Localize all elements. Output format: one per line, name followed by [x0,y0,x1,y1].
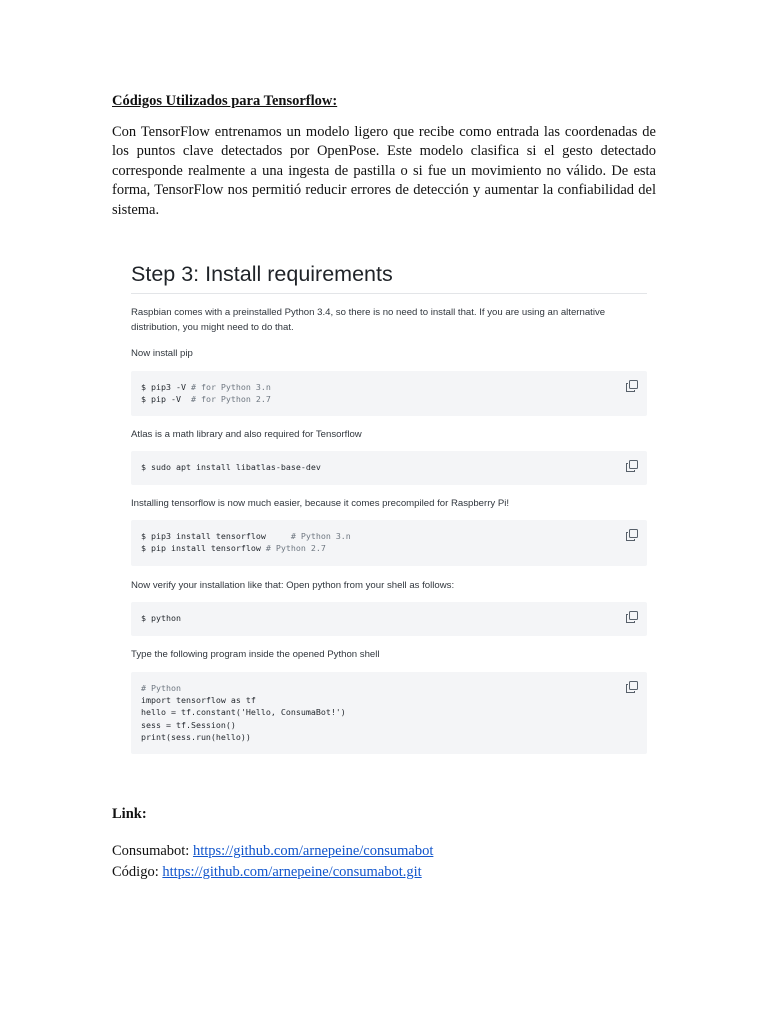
program-text: Type the following program inside the opened Python shell [131,649,380,660]
links-heading: Link: [112,806,147,822]
intro-text-line-1: Raspbian comes with a preinstalled Python 3.4, so there is no need to install that. If you are using an alternative [131,307,606,318]
codigo-label: Código: [112,864,163,880]
consumabot-link-row [112,843,433,860]
atlas-text: Atlas is a math library and also required for Tensorflow [131,429,362,440]
codigo-link[interactable]: https://github.com/arnepeine/consumabot.git [162,864,422,880]
step-title: Step 3: Install requirements [131,262,393,286]
codigo-link-row [112,864,422,881]
verify-text: Now verify your installation like that: Open python from your shell as follows: [131,580,455,591]
embedded-screenshot [131,258,647,758]
copy-icon[interactable] [626,460,638,472]
title-divider [131,293,647,294]
pip-text: Now install pip [131,348,193,359]
code-block-python: $ python [131,602,647,636]
section-heading: Códigos Utilizados para Tensorflow: [112,93,338,109]
consumabot-link[interactable]: https://github.com/arnepeine/consumabot [192,843,434,859]
copy-icon[interactable] [626,611,638,623]
copy-icon[interactable] [626,681,638,693]
code-block-pip: $ pip3 -V # for Python 3.n $ pip -V # for Python 2.7 [131,371,647,416]
copy-icon[interactable] [626,380,638,392]
code-block-tensorflow: $ pip3 install tensorflow # Python 3.n $ pip install tensorflow # Python 2.7 [131,520,647,566]
copy-icon[interactable] [626,529,638,541]
intro-text-line-2: distribution, you might need to do that. [131,322,294,333]
consumabot-label: Consumabot: [112,843,193,859]
code-block-program: # Python import tensorflow as tf hello = tf.constant('Hello, ConsumaBot!') sess = tf.Session() print(sess.run(hello)) [131,672,647,754]
description-paragraph: Con TensorFlow entrenamos un modelo ligero que recibe como entrada las coordenadas de los puntos clave detectados por OpenPose. Este modelo clasifica si el gesto detectado corresponde realmente a una ingesta de pastilla o si fue un movimiento no válido. De esta forma, TensorFlow nos permitió reducir errores de detección y aumentar la confiabilidad del sistema. [112,124,656,218]
tensorflow-text: Installing tensorflow is now much easier, because it comes precompiled for Raspberry Pi! [131,498,510,509]
code-block-atlas: $ sudo apt install libatlas-base-dev [131,451,647,485]
